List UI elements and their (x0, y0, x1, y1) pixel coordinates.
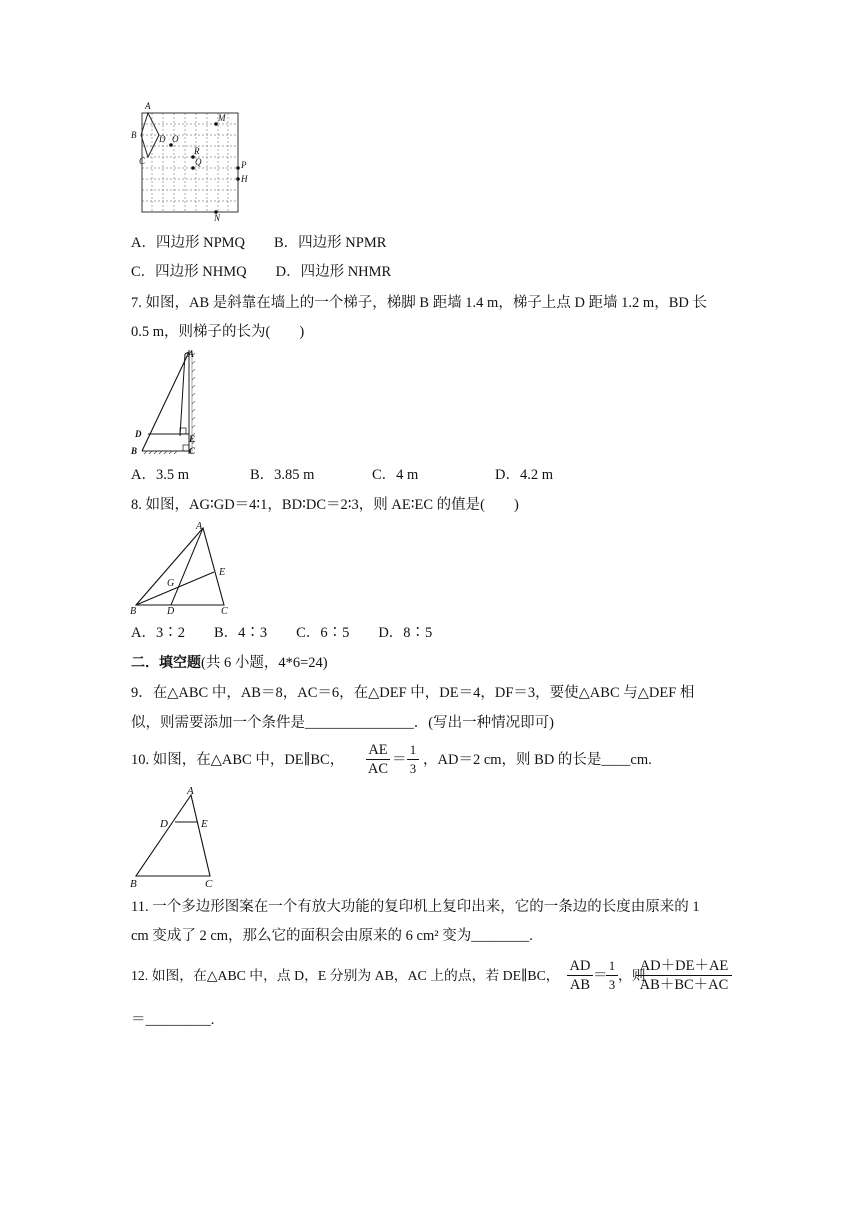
q7-option-a: A．3.5 m (131, 467, 189, 483)
q12-frac1-den: AB (569, 977, 591, 993)
q12-fraction-one-third (606, 957, 618, 994)
q12-frac3-den: AB＋BC＋AC (639, 977, 729, 993)
q7-label-c: C (189, 446, 196, 456)
q6-label-b: B (131, 130, 137, 140)
q7-ladder-figure (128, 344, 206, 460)
q10-prefix: 10. 如图，在△ABC 中，DE∥BC， (131, 752, 345, 768)
q10-frac1-den: AC (367, 761, 389, 777)
q8-label-d: D (167, 606, 175, 617)
q11-line2: cm 变成了 2 cm，那么它的面积会由原来的 6 cm² 变为________. (131, 928, 533, 944)
q8-question: 8. 如图，AG∶GD＝4∶1，BD∶DC＝2∶3，则 AE∶EC 的值是( ) (131, 497, 519, 513)
q10-frac1-num: AE (366, 741, 390, 760)
q10-triangle-figure (128, 783, 223, 891)
q12-prefix: 12. 如图，在△ABC 中，点 D，E 分别为 AB，AC 上的点，若 DE∥BC， (131, 968, 560, 983)
q10-label-c: C (205, 878, 213, 890)
q9-line2: 似，则需要添加一个条件是_______________．(写出一种情况即可) (131, 715, 554, 731)
q8-label-a: A (196, 521, 203, 532)
q7-option-c: C．4 m (372, 467, 419, 483)
q9-line1: 9．在△ABC 中，AB＝8，AC＝6，在△DEF 中，DE＝4，DF＝3，要使△ABC 与△DEF 相 (131, 685, 695, 701)
q10-equals: ＝ (392, 752, 407, 768)
section2-title: 二．填空题 (131, 655, 201, 671)
q6-label-d: D (159, 134, 166, 144)
q12-frac3-num: AD＋DE＋AE (636, 957, 732, 976)
q10-fraction-ae-ac (366, 741, 390, 778)
q8-label-b: B (130, 606, 137, 617)
q7-label-d: D (135, 429, 142, 439)
q7-label-a: A (188, 349, 195, 359)
q7-question-line2: 0.5 m，则梯子的长为( ) (131, 324, 305, 340)
q7-question-line1: 7. 如图，AB 是斜靠在墙上的一个梯子，梯脚 B 距墙 1.4 m，梯子上点 D 距墙 1.2 m，BD 长 (131, 295, 707, 311)
q10-fraction-one-third (407, 741, 419, 778)
q10-frac2-den: 3 (409, 762, 417, 776)
q7-label-e: E (189, 434, 196, 444)
q8-options: A．3∶2 B．4∶3 C．6∶5 D．8∶5 (131, 625, 433, 641)
q6-label-n: N (214, 213, 221, 222)
q12-fraction-ad-ab (567, 957, 593, 994)
q7-label-b: B (131, 446, 138, 456)
q6-options-line1: A．四边形 NPMQ B．四边形 NPMR (131, 235, 387, 251)
q6-grid-figure (128, 100, 253, 222)
q12-mid: ，则 (618, 968, 646, 983)
q12-equals: ＝ (593, 968, 608, 984)
q12-frac2-den: 3 (608, 978, 616, 992)
q7-option-b: B．3.85 m (250, 467, 315, 483)
q6-options-line2: C．四边形 NHMQ D．四边形 NHMR (131, 264, 392, 280)
q12-fraction-perimeter (636, 957, 732, 994)
q10-suffix: ，AD＝2 cm，则 BD 的长是____cm. (423, 752, 652, 768)
q6-label-c: C (139, 156, 146, 166)
q6-label-r: R (194, 146, 200, 156)
q6-label-m: M (218, 113, 226, 123)
q10-frac2-num: 1 (407, 741, 419, 760)
q10-label-b: B (130, 878, 137, 890)
q12-answer-line: ＝_________. (131, 1012, 215, 1028)
q6-label-o: O (172, 134, 179, 144)
q8-label-c: C (221, 606, 228, 617)
section2-heading (131, 653, 328, 673)
q7-option-d: D．4.2 m (495, 467, 553, 483)
q11-line1: 11. 一个多边形图案在一个有放大功能的复印机上复印出来，它的一条边的长度由原来的 1 (131, 899, 700, 915)
section2-note: (共 6 小题，4*6=24) (201, 655, 328, 671)
q10-label-d: D (160, 818, 168, 830)
q12-frac1-num: AD (567, 957, 593, 976)
q8-label-e: E (219, 567, 226, 578)
q6-label-h: H (241, 174, 248, 184)
q6-label-q: Q (195, 157, 202, 167)
q8-triangle-figure (128, 518, 243, 618)
q10-label-e: E (201, 818, 208, 830)
q8-label-g: G (167, 578, 175, 589)
q12-frac2-num: 1 (606, 957, 618, 976)
q6-label-p: P (241, 160, 247, 170)
q10-label-a: A (187, 785, 194, 797)
q6-label-a: A (145, 101, 151, 111)
